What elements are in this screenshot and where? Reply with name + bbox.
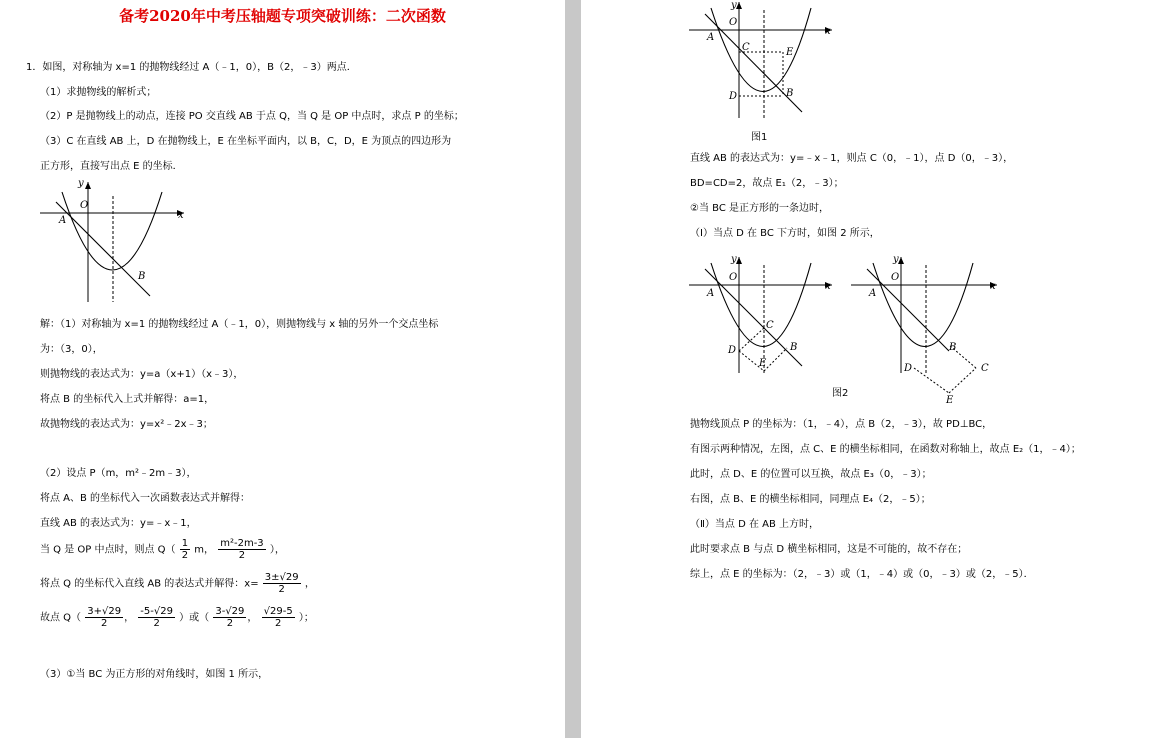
svg-text:B: B [790,342,798,353]
svg-text:C: C [742,42,750,53]
right-line-7: 此时，点 D、E 的位置可以互换，故点 E₃（0，﹣3）； [690,469,932,480]
solution-2-midpoint-line: 当 Q 是 OP 中点时，则点 Q（ $\frac{1}{2}$ m， $\frac{\text{m²-2m-3}}{2}$ ）， [40,538,285,561]
svg-text:x: x [990,281,996,292]
y-axis-label: y [78,178,84,189]
svg-text:y: y [731,254,737,265]
right-line-11: 综上，点 E 的坐标为：（2，﹣3）或（1，﹣4）或（0，﹣3）或（2，﹣5）． [690,569,1034,580]
figure-1-caption: 图1 [751,132,768,143]
question-1: 1．如图，对称轴为 x=1 的抛物线经过 A（﹣1，0），B（2，﹣3）两点． [26,62,357,73]
solution-2-line3: 直线 AB 的表达式为：y=﹣x﹣1， [40,518,197,529]
svg-text:x: x [825,26,831,37]
right-line-5: 抛物线顶点 P 的坐标为：（1，﹣4），点 B（2，﹣3），故 PD⊥BC， [690,419,993,430]
fraction-q1-y: $\frac{-5-√29}{2}$ [140,606,173,629]
svg-text:B: B [786,88,794,99]
question-figure [38,178,188,306]
question-1-part-1: （1）求抛物线的解析式； [40,87,157,98]
svg-text:C: C [981,363,989,374]
svg-text:A: A [707,32,715,43]
svg-text:B: B [949,342,957,353]
svg-text:A: A [869,288,877,299]
svg-text:y: y [731,0,737,11]
right-line-6: 有图示两种情况，左图，点 C、E 的横坐标相同，在函数对称轴上，故点 E₂（1，﹣4）； [690,444,1081,455]
solution-1-line3: 则抛物线的表达式为：y=a（x+1）（x﹣3）， [40,369,244,380]
svg-text:E: E [759,358,767,369]
svg-text:A: A [707,288,715,299]
svg-text:D: D [728,345,737,356]
document-title: 备考2020年中考压轴题专项突破训练：二次函数 [119,7,446,25]
page-gutter [565,0,581,738]
fraction-one-half: $\frac{1}{2}$ [181,538,189,561]
origin-label: O [80,200,89,211]
svg-text:D: D [904,363,913,374]
solution-2-solve-line: 将点 Q 的坐标代入直线 AB 的表达式并解得：x= $\frac{3\pm√29}{2}$ ， [40,572,315,595]
right-line-2: BD=CD=2，故点 E₁（2，﹣3）； [690,178,844,189]
solution-2-answer-line: 故点 Q（ $\frac{3+√29}{2}$ ， $\frac{-5-√29}{2}$ ）或（ $\frac{3-√29}{2}$ ， $\frac{√29-5}{2}$ ）； [40,606,314,629]
solution-3-line1: （3）①当 BC 为正方形的对角线时，如图 1 所示， [40,669,269,680]
right-line-10: 此时要求点 B 与点 D 横坐标相同，这是不可能的，故不存在； [690,544,968,555]
figure-2-left [687,253,837,377]
figure-2-caption: 图2 [832,388,849,399]
solution-2-line1: （2）设点 P（m，m²﹣2m﹣3）， [40,468,197,479]
fraction-q2-y: $\frac{√29-5}{2}$ [263,606,293,629]
right-page [581,0,1171,738]
x-axis-label: x [178,210,184,221]
solution-2-line2: 将点 A、B 的坐标代入一次函数表达式并解得： [40,493,251,504]
svg-text:O: O [891,272,900,283]
svg-text:E: E [786,47,794,58]
svg-text:O: O [729,17,738,28]
svg-text:C: C [766,320,774,331]
question-1-part-3-line1: （3）C 在直线 AB 上，D 在抛物线上，E 在坐标平面内，以 B，C，D，E 为顶点的四边形为 [40,136,452,147]
fraction-q2-x: $\frac{3-√29}{2}$ [215,606,245,629]
svg-text:D: D [729,91,738,102]
fraction-q1-x: $\frac{3+√29}{2}$ [87,606,122,629]
solution-1-line1: 解：（1）对称轴为 x=1 的抛物线经过 A（﹣1，0），则抛物线与 x 轴的另外一个交点坐标 [40,319,439,330]
left-page [0,0,565,738]
question-1-part-3-line2: 正方形，直接写出点 E 的坐标． [40,161,183,172]
fraction-x-solution: $\frac{3\pm√29}{2}$ [264,572,299,595]
solution-1-line4: 将点 B 的坐标代入上式并解得：a=1， [40,394,215,405]
fraction-y-half: $\frac{\text{m²-2m-3}}{2}$ [220,538,264,561]
point-b-label: B [138,271,146,282]
right-line-9: （Ⅱ）当点 D 在 AB 上方时， [690,519,820,530]
right-line-3: ②当 BC 是正方形的一条边时， [690,203,829,214]
question-1-part-2: （2）P 是抛物线上的动点，连接 PO 交直线 AB 于点 Q，当 Q 是 OP 中点时，求点 P 的坐标； [40,111,464,122]
svg-text:E: E [946,395,954,403]
figure-2-right [849,253,999,403]
solution-1-line5: 故抛物线的表达式为：y=x²﹣2x﹣3； [40,419,213,430]
figure-1 [687,0,837,124]
svg-text:O: O [729,272,738,283]
right-line-1: 直线 AB 的表达式为：y=﹣x﹣1，则点 C（0，﹣1），点 D（0，﹣3）， [690,153,1014,164]
svg-text:x: x [825,281,831,292]
right-line-4: （Ⅰ）当点 D 在 BC 下方时，如图 2 所示， [690,228,880,239]
solution-1-line2: 为：（3，0）， [40,344,103,355]
svg-text:y: y [893,254,899,265]
point-a-label: A [59,215,67,226]
right-line-8: 右图，点 B、E 的横坐标相同，同理点 E₄（2，﹣5）； [690,494,931,505]
